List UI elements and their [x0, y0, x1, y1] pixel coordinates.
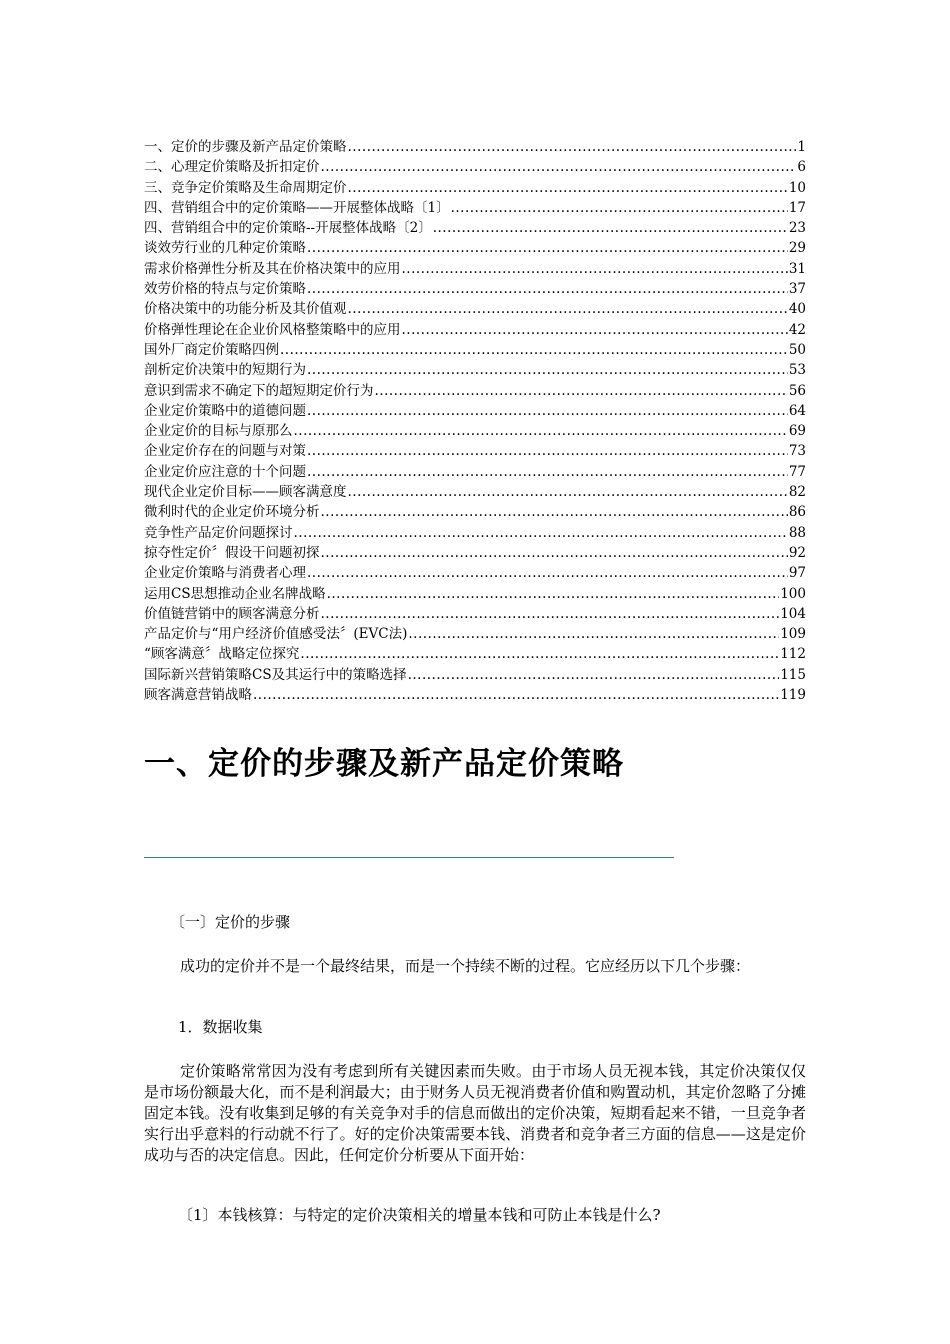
toc-entry-title: 谈效劳行业的几种定价策略	[144, 240, 306, 257]
toc-entry-page-number: 100	[780, 585, 806, 602]
toc-dot-leader	[348, 178, 788, 198]
toc-dot-leader	[451, 198, 788, 218]
toc-entry-page-number: 109	[780, 626, 806, 643]
toc-entry[interactable]	[144, 462, 806, 482]
toc-entry[interactable]	[144, 563, 806, 583]
toc-entry[interactable]	[144, 198, 806, 218]
toc-dot-leader	[321, 502, 788, 522]
toc-entry-page-number: 1	[797, 139, 806, 155]
toc-entry[interactable]	[144, 604, 806, 624]
section-heading: 一、定价的步骤及新产品定价策略	[144, 746, 624, 782]
toc-entry-title: 价格弹性理论在企业价风格整策略中的应用	[144, 321, 401, 338]
toc-entry[interactable]	[144, 523, 806, 543]
toc-entry-page-number: 42	[788, 321, 806, 338]
toc-entry-title: 顾客满意营销战略	[144, 687, 252, 704]
toc-dot-leader	[321, 543, 788, 563]
toc-entry[interactable]	[144, 299, 806, 319]
toc-dot-leader	[294, 421, 788, 441]
toc-entry-title: 价值链营销中的顾客满意分析	[144, 605, 320, 622]
toc-entry-title: 微利时代的企业定价环境分析	[144, 504, 320, 521]
toc-entry-page-number: 37	[788, 281, 806, 298]
toc-entry-title: 运用CS思想推动企业名牌战略	[144, 585, 326, 602]
toc-entry[interactable]	[144, 401, 806, 421]
toc-entry-page-number: 104	[780, 605, 806, 622]
toc-entry[interactable]	[144, 665, 806, 685]
toc-entry-page-number: 112	[780, 646, 806, 663]
toc-entry-title: 价格决策中的功能分析及其价值观	[144, 301, 347, 318]
toc-entry-page-number: 82	[788, 484, 806, 501]
toc-entry-page-number: 56	[788, 382, 806, 399]
toc-entry-title: 需求价格弹性分析及其在价格决策中的应用	[144, 260, 401, 277]
toc-dot-leader	[280, 340, 788, 360]
toc-entry[interactable]	[144, 157, 806, 177]
toc-entry[interactable]	[144, 340, 806, 360]
toc-entry[interactable]	[144, 259, 806, 279]
toc-dot-leader	[307, 401, 788, 421]
toc-entry[interactable]	[144, 360, 806, 380]
toc-dot-leader	[307, 441, 788, 461]
toc-dot-leader	[348, 299, 788, 319]
toc-entry[interactable]	[144, 482, 806, 502]
toc-entry[interactable]	[144, 178, 806, 198]
toc-entry-title: 现代企业定价目标——顾客满意度	[144, 484, 347, 501]
toc-entry-title: 四、营销组合中的定价策略--开展整体战略〔2〕	[144, 220, 432, 237]
toc-dot-leader	[307, 462, 788, 482]
toc-entry-page-number: 115	[780, 666, 806, 683]
toc-dot-leader	[408, 665, 780, 685]
toc-entry-page-number: 73	[788, 443, 806, 460]
toc-entry-title: 效劳价格的特点与定价策略	[144, 281, 306, 298]
toc-entry-page-number: 17	[788, 199, 806, 216]
toc-entry-page-number: 40	[788, 301, 806, 318]
toc-entry-title: 国际新兴营销策略CS及其运行中的策略选择	[144, 666, 407, 683]
toc-entry-title: 企业定价应注意的十个问题	[144, 463, 306, 480]
toc-entry-title: 企业定价策略中的道德问题	[144, 402, 306, 419]
toc-entry-title: 一、定价的步骤及新产品定价策略	[144, 139, 347, 155]
toc-entry[interactable]	[144, 584, 806, 604]
toc-entry-title: 企业定价存在的问题与对策	[144, 443, 306, 460]
toc-dot-leader	[327, 584, 780, 604]
toc-entry[interactable]	[144, 381, 806, 401]
toc-entry-page-number: 31	[788, 260, 806, 277]
toc-entry-title: 意识到需求不确定下的超短期定价行为	[144, 382, 374, 399]
toc-entry-page-number: 77	[788, 463, 806, 480]
toc-dot-leader	[433, 218, 788, 238]
toc-entry-page-number: 53	[788, 362, 806, 379]
toc-entry-page-number: 92	[788, 544, 806, 561]
toc-entry-title: 二、心理定价策略及折扣定价	[144, 159, 320, 176]
toc-entry-page-number: 29	[788, 240, 806, 257]
toc-dot-leader	[375, 381, 788, 401]
subheading: 〔一〕定价的步骤	[170, 913, 291, 931]
toc-entry[interactable]	[144, 238, 806, 258]
toc-entry-page-number: 119	[780, 687, 806, 704]
toc-entry-page-number: 50	[788, 341, 806, 358]
toc-entry-page-number: 86	[788, 504, 806, 521]
toc-dot-leader	[307, 238, 788, 258]
toc-dot-leader	[300, 644, 779, 664]
intro-paragraph: 成功的定价并不是一个最终结果，而是一个持续不断的过程。它应经历以下几个步骤：	[180, 957, 751, 975]
toc-entry-title: “顾客满意〞战略定位探究	[144, 646, 300, 663]
toc-entry[interactable]	[144, 502, 806, 522]
toc-entry[interactable]	[144, 320, 806, 340]
heading-divider	[144, 857, 674, 858]
table-of-contents	[144, 137, 806, 705]
toc-dot-leader	[307, 279, 788, 299]
toc-entry-page-number: 10	[788, 179, 806, 196]
toc-entry-page-number: 97	[788, 565, 806, 582]
toc-dot-leader	[253, 685, 779, 705]
toc-entry-title: 剖析定价决策中的短期行为	[144, 362, 306, 379]
toc-entry-page-number: 6	[797, 159, 806, 176]
toc-dot-leader	[321, 604, 780, 624]
toc-entry[interactable]	[144, 218, 806, 238]
toc-entry-title: 国外厂商定价策略四例	[144, 341, 279, 358]
toc-dot-leader	[294, 523, 788, 543]
toc-dot-leader	[307, 360, 788, 380]
toc-entry-title: 四、营销组合中的定价策略——开展整体战略〔1〕	[144, 199, 450, 216]
toc-dot-leader	[408, 624, 779, 644]
toc-entry-title: 产品定价与“用户经济价值感受法〞(EVC法)	[144, 626, 408, 643]
toc-entry[interactable]	[144, 421, 806, 441]
toc-entry-title: 企业定价的目标与原那么	[144, 423, 293, 440]
step-list-item: 〔1〕本钱核算：与特定的定价决策相关的增量本钱和可防止本钱是什么?	[178, 1206, 661, 1224]
toc-entry-page-number: 64	[788, 402, 806, 419]
toc-entry[interactable]	[144, 624, 806, 644]
toc-dot-leader	[348, 482, 788, 502]
toc-entry-title: 竞争性产品定价问题探讨	[144, 524, 293, 541]
toc-entry-title: 三、竞争定价策略及生命周期定价	[144, 179, 347, 196]
toc-entry[interactable]	[144, 543, 806, 563]
toc-entry-title: 企业定价策略与消费者心理	[144, 565, 306, 582]
toc-entry-title: 掠夺性定价〞假设干问题初探	[144, 544, 320, 561]
toc-entry-page-number: 88	[788, 524, 806, 541]
toc-entry[interactable]	[144, 441, 806, 461]
step-title: 1．数据收集	[178, 1018, 263, 1036]
toc-entry-page-number: 69	[788, 423, 806, 440]
toc-entry[interactable]	[144, 685, 806, 705]
toc-dot-leader	[348, 137, 797, 157]
toc-entry[interactable]	[144, 644, 806, 664]
toc-dot-leader	[321, 157, 797, 177]
toc-entry[interactable]	[144, 137, 806, 157]
toc-entry[interactable]	[144, 279, 806, 299]
toc-dot-leader	[402, 259, 788, 279]
step-body-paragraph: 定价策略常常因为没有考虑到所有关键因素而失败。由于市场人员无视本钱，其定价决策仅仅是市场份额最大化，而不是利润最大；由于财务人员无视消费者价值和购置动机，其定价忽略了分摊固定本钱。没有收集到足够的有关竞争对手的信息而做出的定价决策，短期看起来不错，一旦竞争者实行出乎意料的行动就不行了。好的定价决策需要本钱、消费者和竞争者三方面的信息——这是定价成功与否的决定信息。因此，任何定价分析要从下面开始：	[144, 1062, 806, 1164]
toc-entry-page-number: 23	[788, 220, 806, 237]
toc-dot-leader	[307, 563, 788, 583]
toc-dot-leader	[402, 320, 788, 340]
